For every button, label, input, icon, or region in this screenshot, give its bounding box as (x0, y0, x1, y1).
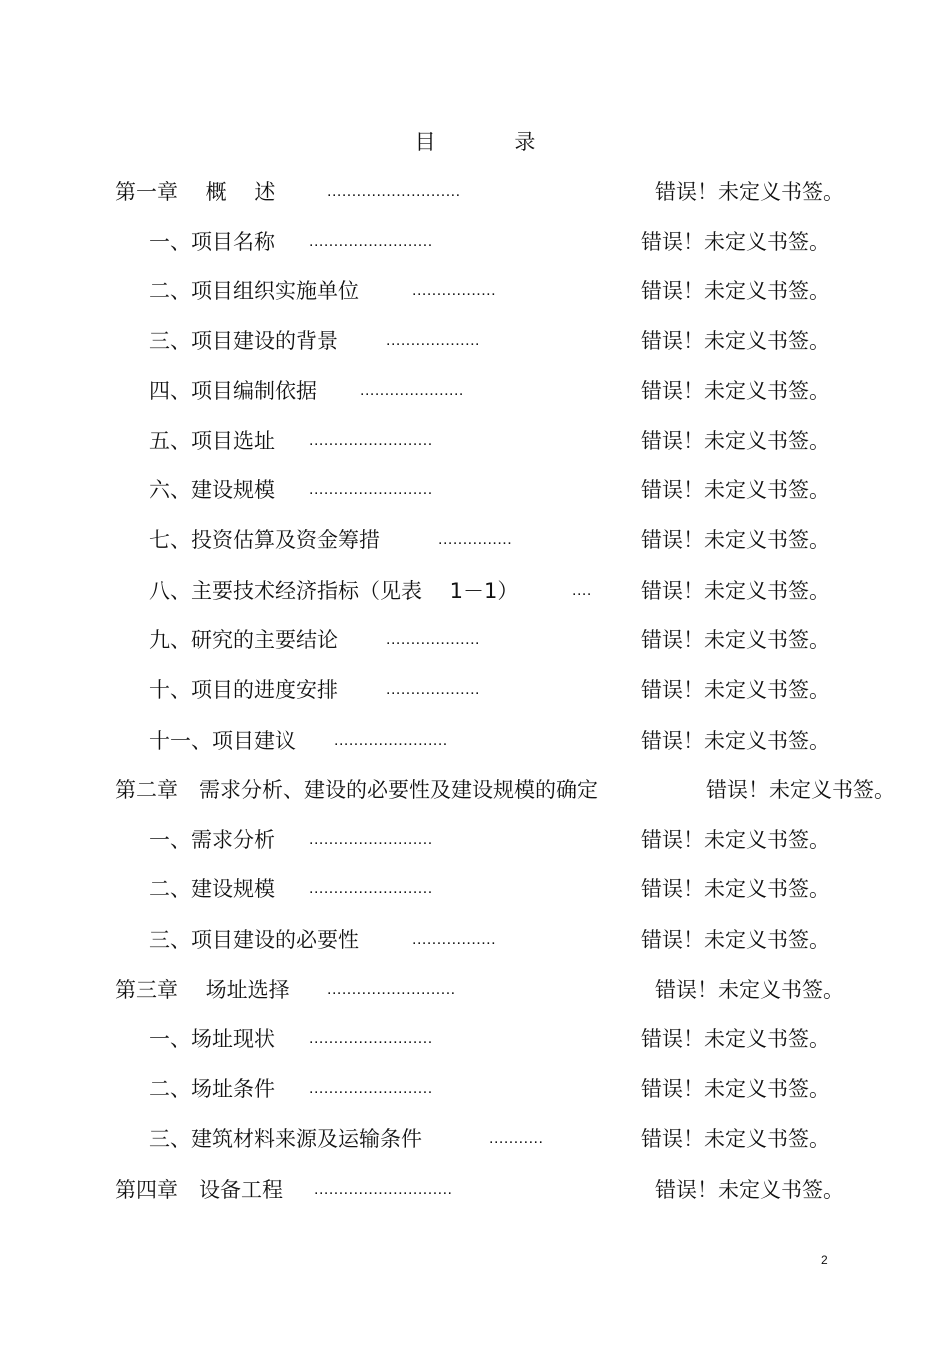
toc-entry-leader: ................. (412, 282, 497, 299)
toc-entry[interactable] (0, 1023, 950, 1055)
toc-entry-label: 第一章 概 述 (115, 180, 276, 204)
toc-entry-leader: ......................... (309, 1080, 433, 1097)
toc-entry-leader: .... (572, 582, 592, 599)
toc-entry[interactable] (0, 575, 950, 607)
toc-entry-leader: ......................... (309, 481, 433, 498)
toc-entry-label: 七、投资估算及资金筹措 (149, 528, 380, 552)
toc-entry[interactable] (0, 924, 950, 956)
toc-entry-leader: ........... (489, 1130, 544, 1147)
toc-entry-page-ref: 错误！未定义书签。 (641, 678, 830, 702)
toc-entry-page-ref: 错误！未定义书签。 (641, 528, 830, 552)
toc-entry[interactable] (0, 824, 950, 856)
toc-entry-page-ref: 错误！未定义书签。 (641, 628, 830, 652)
toc-entry-chapter-4[interactable] (0, 1174, 950, 1206)
toc-entry[interactable] (0, 474, 950, 506)
toc-entry-leader: ................... (386, 631, 480, 648)
toc-entry-page-ref: 错误！未定义书签。 (655, 1178, 844, 1202)
toc-entry-leader: ......................... (309, 432, 433, 449)
toc-entry[interactable] (0, 226, 950, 258)
toc-entry[interactable] (0, 1123, 950, 1155)
toc-entry-chapter-1[interactable] (0, 176, 950, 208)
toc-entry-page-ref: 错误！未定义书签。 (641, 279, 830, 303)
toc-entry-leader: ................. (412, 931, 497, 948)
toc-entry-label: 二、场址条件 (149, 1077, 275, 1101)
toc-entry-label: 三、项目建设的背景 (149, 329, 338, 353)
toc-entry-leader: ........................... (327, 183, 461, 200)
toc-entry-page-ref: 错误！未定义书签。 (641, 828, 830, 852)
toc-entry-page-ref: 错误！未定义书签。 (641, 429, 830, 453)
toc-entry-label: 一、场址现状 (149, 1027, 275, 1051)
toc-entry-label: 九、研究的主要结论 (149, 628, 338, 652)
toc-entry-leader: ......................... (309, 880, 433, 897)
toc-entry[interactable] (0, 725, 950, 757)
toc-entry-chapter-3[interactable] (0, 974, 950, 1006)
toc-entry-label: 五、项目选址 (149, 429, 275, 453)
toc-entry[interactable] (0, 624, 950, 656)
toc-entry-label: 二、建设规模 (149, 877, 275, 901)
toc-entry-page-ref: 错误！未定义书签。 (641, 379, 830, 403)
toc-entry-chapter-2[interactable] (0, 774, 950, 806)
toc-entry-page-ref: 错误！未定义书签。 (641, 1127, 830, 1151)
toc-entry[interactable] (0, 674, 950, 706)
toc-entry-leader: ......................... (309, 831, 433, 848)
toc-entry[interactable] (0, 275, 950, 307)
toc-entry-label: 一、项目名称 (149, 230, 275, 254)
toc-entry-page-ref: 错误！未定义书签。 (641, 1077, 830, 1101)
toc-entry-page-ref: 错误！未定义书签。 (655, 180, 844, 204)
toc-entry-leader: ......................... (309, 233, 433, 250)
toc-entry-leader: ............... (438, 531, 513, 548)
toc-entry-label: 十一、项目建议 (149, 729, 296, 753)
toc-entry-leader: ................... (386, 332, 480, 349)
toc-entry-page-ref: 错误！未定义书签。 (641, 579, 830, 603)
toc-entry-label: 第四章 设备工程 (115, 1178, 283, 1202)
toc-entry-page-ref: 错误！未定义书签。 (641, 329, 830, 353)
toc-entry-page-ref: 错误！未定义书签。 (655, 978, 844, 1002)
toc-entry-page-ref: 错误！未定义书签。 (641, 928, 830, 952)
toc-entry-label: 第二章 需求分析、建设的必要性及建设规模的确定 (115, 778, 598, 802)
toc-entry-label: 八、主要技术经济指标（见表 1－1） (149, 579, 519, 603)
toc-entry-label: 三、建筑材料来源及运输条件 (149, 1127, 422, 1151)
toc-entry-leader: ............................ (314, 1181, 453, 1198)
toc-entry-label: 六、建设规模 (149, 478, 275, 502)
toc-entry[interactable] (0, 375, 950, 407)
toc-entry[interactable] (0, 873, 950, 905)
toc-entry-label: 二、项目组织实施单位 (149, 279, 359, 303)
toc-entry[interactable] (0, 524, 950, 556)
toc-title: 目 录 (414, 130, 572, 154)
toc-entry-label: 三、项目建设的必要性 (149, 928, 359, 952)
toc-entry[interactable] (0, 325, 950, 357)
toc-entry-leader: .......................... (327, 981, 456, 998)
toc-entry-page-ref: 错误！未定义书签。 (641, 729, 830, 753)
toc-entry-page-ref: 错误！未定义书签。 (641, 230, 830, 254)
toc-entry-page-ref: 错误！未定义书签。 (641, 1027, 830, 1051)
toc-entry[interactable] (0, 425, 950, 457)
toc-entry-label: 十、项目的进度安排 (149, 678, 338, 702)
toc-entry-page-ref: 错误！未定义书签。 (706, 778, 895, 802)
toc-entry-label: 第三章 场址选择 (115, 978, 290, 1002)
toc-entry-leader: ................... (386, 681, 480, 698)
page-number: 2 (821, 1253, 828, 1267)
toc-entry-label: 一、需求分析 (149, 828, 275, 852)
toc-entry-leader: ....................... (334, 732, 448, 749)
toc-entry-page-ref: 错误！未定义书签。 (641, 877, 830, 901)
toc-entry-leader: ......................... (309, 1030, 433, 1047)
toc-entry-label: 四、项目编制依据 (149, 379, 317, 403)
toc-entry-page-ref: 错误！未定义书签。 (641, 478, 830, 502)
toc-entry[interactable] (0, 1073, 950, 1105)
toc-entry-leader: ..................... (360, 382, 464, 399)
